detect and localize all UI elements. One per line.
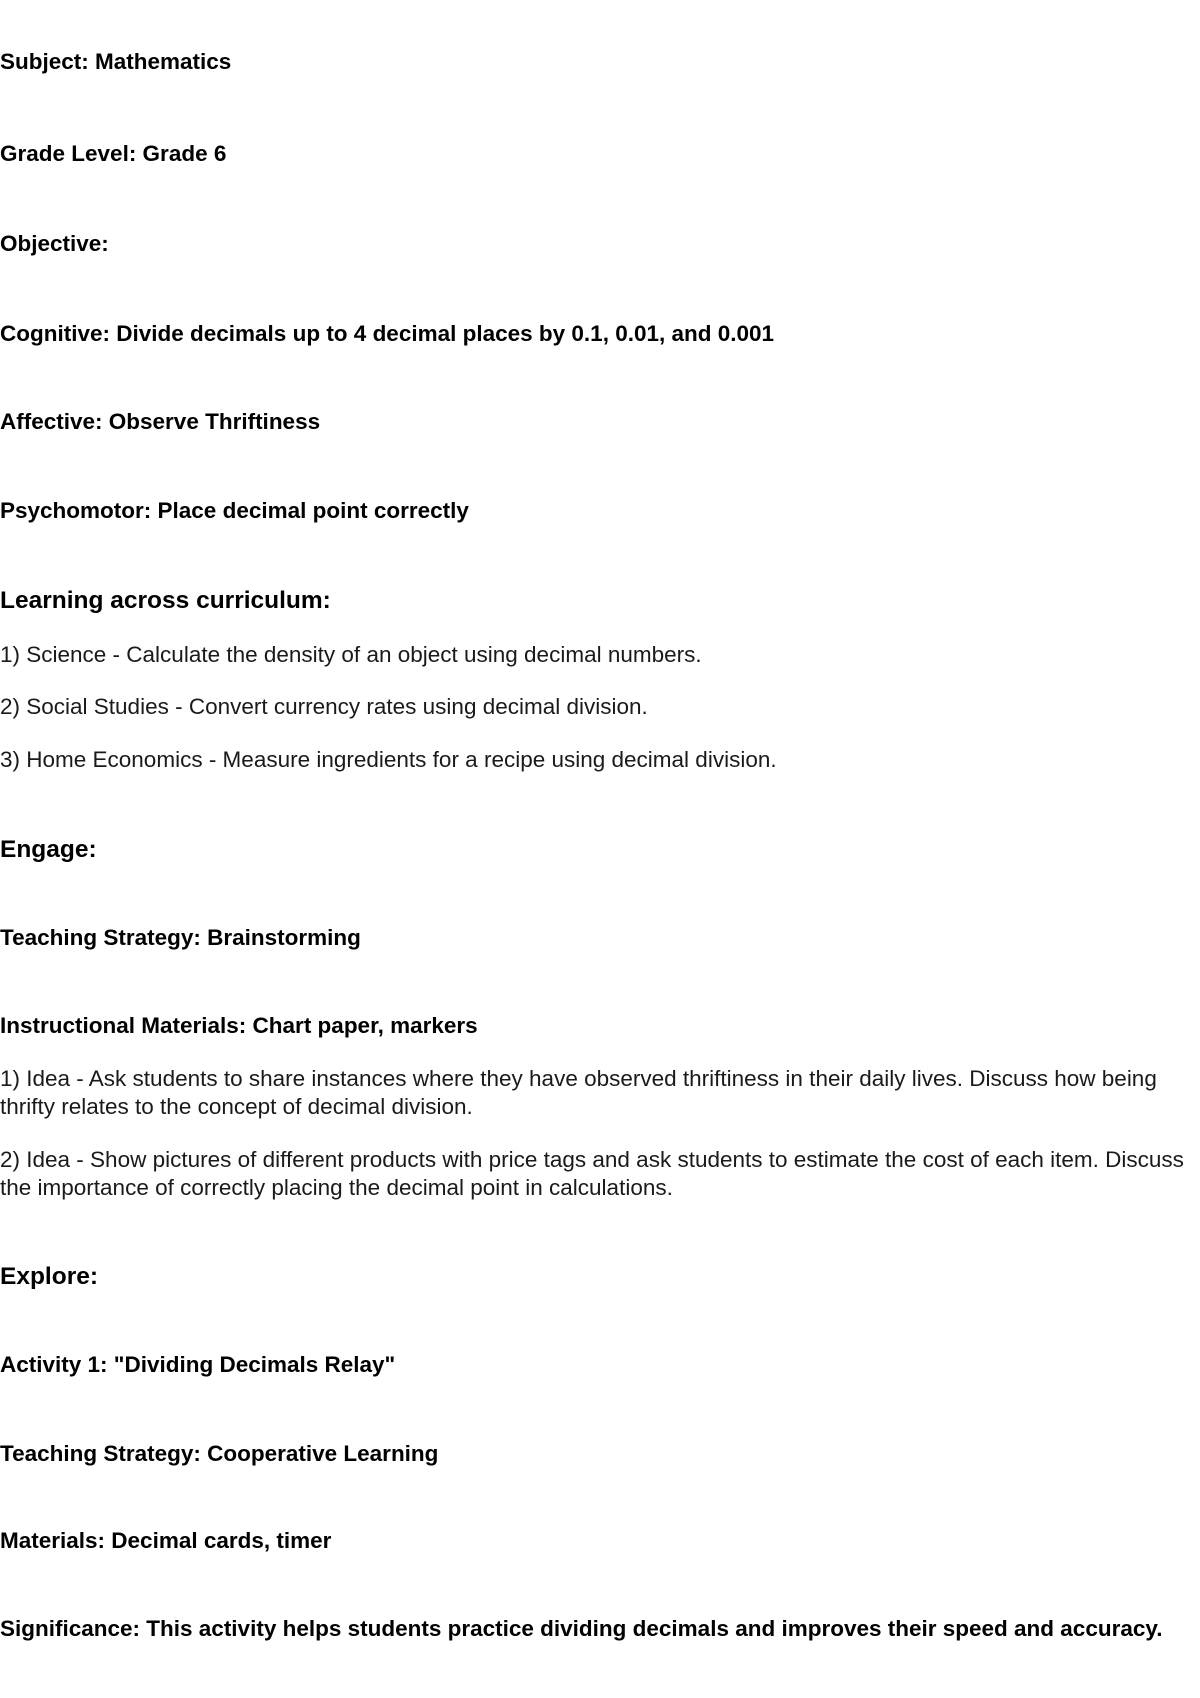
objective-psychomotor: Psychomotor: Place decimal point correctly: [0, 498, 469, 523]
explore-heading: Explore:: [0, 1263, 99, 1290]
learning-across-curriculum-heading: Learning across curriculum:: [0, 587, 331, 614]
engage-teaching-strategy: Teaching Strategy: Brainstorming: [0, 925, 361, 950]
objective-cognitive: Cognitive: Divide decimals up to 4 decimal places by 0.1, 0.01, and 0.001: [0, 321, 775, 346]
activity-1-significance: Significance: This activity helps students practice dividing decimals and improves their speed and accuracy.: [0, 1616, 1163, 1641]
grade-level-line: Grade Level: Grade 6: [0, 141, 227, 166]
engage-heading: Engage:: [0, 836, 97, 863]
engage-idea: 1) Idea - Ask students to share instances where they have observed thriftiness in their daily lives. Discuss how being thrifty relates to the concept of decimal division.: [0, 1066, 1157, 1119]
activity-1-teaching-strategy: Teaching Strategy: Cooperative Learning: [0, 1441, 439, 1466]
objective-heading: Objective:: [0, 231, 109, 256]
curriculum-item: 3) Home Economics - Measure ingredients for a recipe using decimal division.: [0, 747, 777, 772]
subject-line: Subject: Mathematics: [0, 49, 232, 74]
curriculum-item: 1) Science - Calculate the density of an object using decimal numbers.: [0, 642, 702, 667]
curriculum-item: 2) Social Studies - Convert currency rates using decimal division.: [0, 694, 648, 719]
activity-1-title: Activity 1: "Dividing Decimals Relay": [0, 1352, 396, 1377]
engage-idea: 2) Idea - Show pictures of different products with price tags and ask students to estimate the cost of each item. Discuss the importance of correctly placing the decimal point in calculations.: [0, 1147, 1184, 1200]
objective-affective: Affective: Observe Thriftiness: [0, 409, 321, 434]
engage-instructional-materials: Instructional Materials: Chart paper, markers: [0, 1013, 478, 1038]
activity-1-materials: Materials: Decimal cards, timer: [0, 1528, 332, 1553]
